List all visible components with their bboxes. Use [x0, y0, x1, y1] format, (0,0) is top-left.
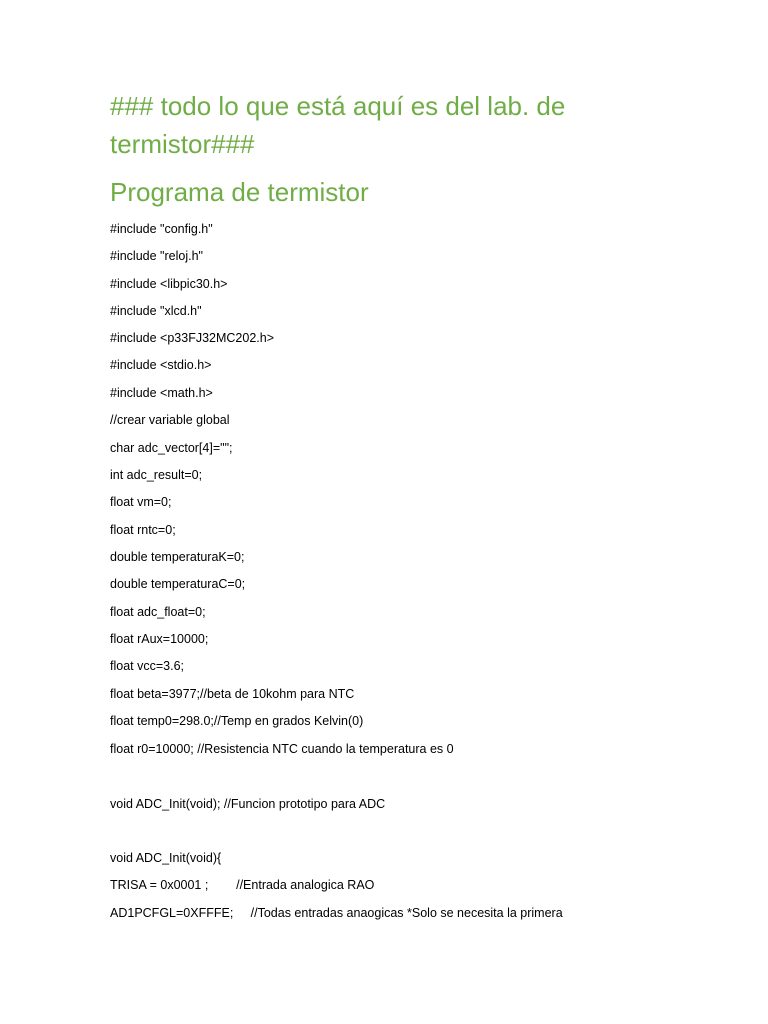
code-line: #include "reloj.h": [110, 249, 203, 263]
code-line: float rAux=10000;: [110, 632, 209, 646]
code-line: float beta=3977;//beta de 10kohm para NTC: [110, 687, 355, 701]
code-line: #include <libpic30.h>: [110, 277, 228, 291]
code-line: double temperaturaC=0;: [110, 577, 246, 591]
program-title: Programa de termistor: [110, 177, 369, 207]
code-line: //crear variable global: [110, 413, 230, 427]
code-line: double temperaturaK=0;: [110, 550, 245, 564]
code-line: float vm=0;: [110, 495, 172, 509]
code-line: #include "config.h": [110, 222, 213, 236]
code-line: #include <math.h>: [110, 386, 213, 400]
code-line: TRISA = 0x0001 ; //Entrada analogica RAO: [110, 878, 375, 892]
code-line: float r0=10000; //Resistencia NTC cuando la temperatura es 0: [110, 742, 454, 756]
code-line: int adc_result=0;: [110, 468, 203, 482]
heading-line-1: ### todo lo que está aquí es del lab. de: [110, 91, 566, 121]
code-line: float vcc=3.6;: [110, 659, 184, 673]
code-line: void ADC_Init(void){: [110, 851, 222, 865]
code-line: char adc_vector[4]="";: [110, 441, 233, 455]
code-line: float temp0=298.0;//Temp en grados Kelvin(0): [110, 714, 364, 728]
code-line: AD1PCFGL=0XFFFE; //Todas entradas anaogicas *Solo se necesita la primera: [110, 906, 563, 920]
code-line: float rntc=0;: [110, 523, 176, 537]
heading-line-2: termistor###: [110, 129, 255, 159]
code-line: float adc_float=0;: [110, 605, 206, 619]
document-heading: [110, 87, 565, 163]
code-line: #include "xlcd.h": [110, 304, 202, 318]
code-line: void ADC_Init(void); //Funcion prototipo para ADC: [110, 797, 386, 811]
code-line: #include <p33FJ32MC202.h>: [110, 331, 275, 345]
code-line: #include <stdio.h>: [110, 358, 212, 372]
